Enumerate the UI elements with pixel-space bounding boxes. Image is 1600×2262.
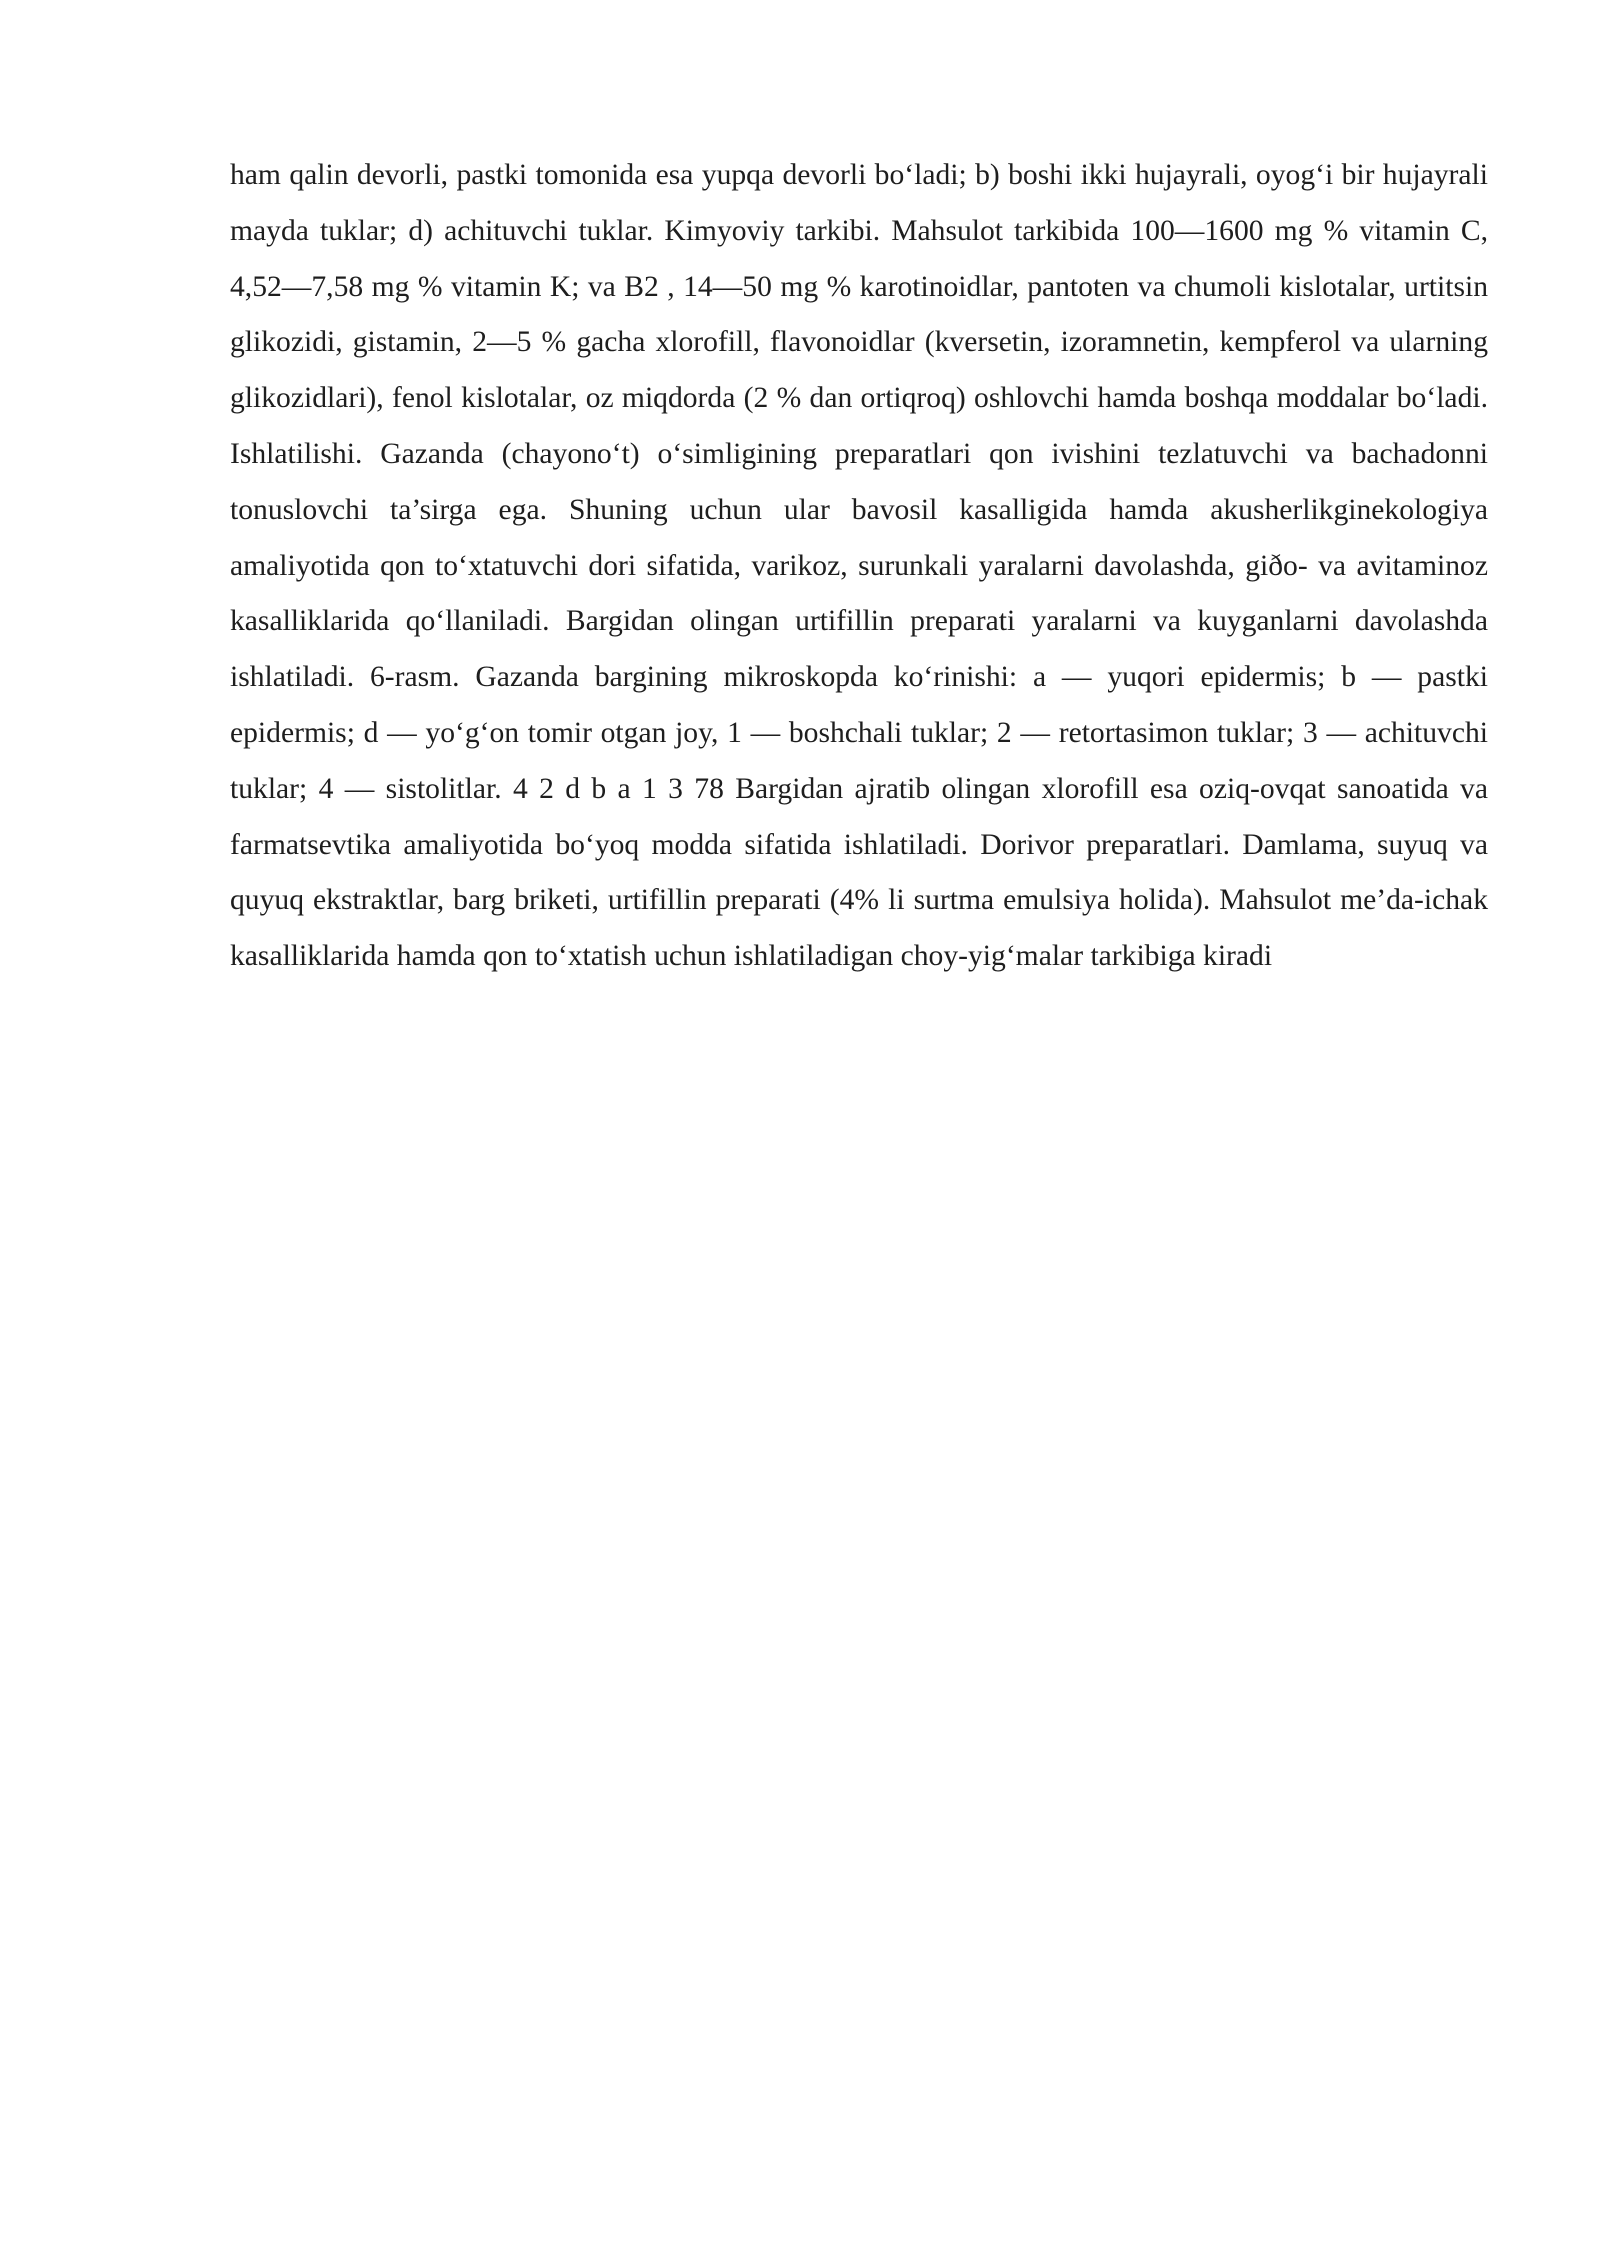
body-paragraph: ham qalin devorli, pastki tomonida esa yupqa devorli bo‘ladi; b) boshi ikki hujayrali, oyog‘i bir hujayrali mayda tuklar; d) achituvchi tuklar. Kimyoviy tarkibi. Mahsulot tarkibida 100—1600 mg % vitamin C, 4,52—7,58 mg % vitamin K; va B2 , 14—50 mg % karotinoidlar, pantoten va chumoli kislotalar, urtitsin glikozidi, gistamin, 2—5 % gacha xlorofill, flavonoidlar (kversetin, izoramnetin, kempferol va ularning glikozidlari), fenol kislotalar, oz miqdorda (2 % dan ortiqroq) oshlovchi hamda boshqa moddalar bo‘ladi. Ishlatilishi. Gazanda (chayono‘t) o‘simligining preparatlari qon ivishini tezlatuvchi va bachadonni tonuslovchi ta’sirga ega. Shuning uchun ular bavosil kasalligida hamda akusherlikginekologiya amaliyotida qon to‘xtatuvchi dori sifatida, varikoz, surunkali yaralarni davolashda, giðo- va avitaminoz kasalliklarida qo‘llaniladi. Bargidan olingan urtifillin preparati yaralarni va kuyganlarni davolashda ishlatiladi. 6-rasm. Gazanda bargining mikroskopda ko‘rinishi: a — yuqori epidermis; b — pastki epidermis; d — yo‘g‘on tomir otgan joy, 1 — boshchali tuklar; 2 — retortasimon tuklar; 3 — achituvchi tuklar; 4 — sistolitlar. 4 2 d b a 1 3 78 Bargidan ajratib olingan xlorofill esa oziq-ovqat sanoatida va farmatsevtika amaliyotida bo‘yoq modda sifatida ishlatiladi. Dorivor preparatlari. Damlama, suyuq va quyuq ekstraktlar, barg briketi, urtifillin preparati (4% li surtma emulsiya holida). Mahsulot me’da-ichak kasalliklarida hamda qon to‘xtatish uchun ishlatiladigan choy-yig‘malar tarkibiga kiradi xyxy=(230,159,1488,973)
